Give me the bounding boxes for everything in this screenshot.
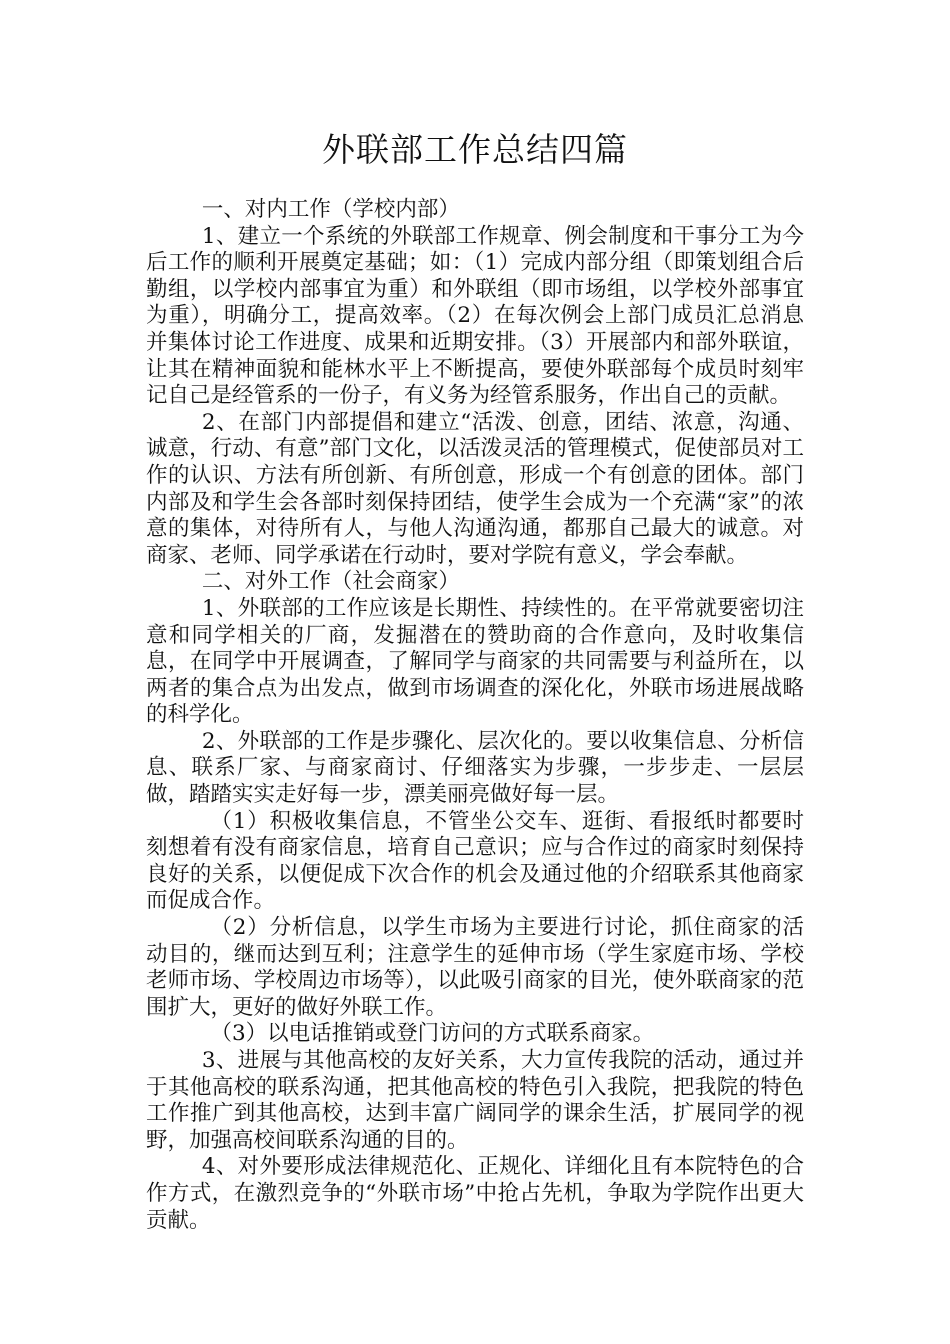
section-heading-external: 二、对外工作（社会商家） [201,569,460,595]
paragraph-external-4: 4、对外要形成法律规范化、正规化、详细化且有本院特色的合作方式，在激烈竞争的“外联市场”中抢占先机，争取为学院作出更大贡献。 [146,1154,804,1233]
paragraph-external-2-item-2: （2）分析信息，以学生市场为主要进行讨论，抓住商家的活动目的，继而达到互利；注意学生的延伸市场（学生家庭市场、学校老师市场、学校周边市场等），以此吸引商家的目光，使外联商家的范围扩大，更好的做好外联工作。 [146,915,804,1020]
section-heading-internal: 一、对内工作（学校内部） [201,197,460,222]
document-body [146,197,804,1234]
paragraph-external-2-item-3: （3）以电话推销或登门访问的方式联系商家。 [210,1021,655,1047]
document-title: 外联部工作总结四篇 [322,130,628,169]
paragraph-external-2: 2、外联部的工作是步骤化、层次化的。要以收集信息、分析信息、联系厂家、与商家商讨、仔细落实为步骤，一步步走、一层层做，踏踏实实走好每一步，漂美丽亮做好每一层。 [146,728,804,808]
paragraph-external-1: 1、外联部的工作应该是长期性、持续性的。在平常就要密切注意和同学相关的厂商，发掘潜在的赞助商的合作意向，及时收集信息，在同学中开展调查，了解同学与商家的共同需要与利益所在，以两者的集合点为出发点，做到市场调查的深化化，外联市场进展战略的科学化。 [146,595,804,728]
paragraph-internal-2: 2、在部门内部提倡和建立“活泼、创意，团结、浓意，沟通、诚意，行动、有意”部门文化，以活泼灵活的管理模式，促使部员对工作的认识、方法有所创新、有所创意，形成一个有创意的团体。部门内部及和学生会各部时刻保持团结，使学生会成为一个充满“家”的浓意的集体，对待所有人，与他人沟通沟通，都那自己最大的诚意。对商家、老师、同学承诺在行动时，要对学院有意义，学会奉献。 [146,409,804,568]
paragraph-external-3: 3、进展与其他高校的友好关系，大力宣传我院的活动，通过并于其他高校的联系沟通，把其他高校的特色引入我院，把我院的特色工作推广到其他高校，达到丰富广阔同学的课余生活，扩展同学的视野，加强高校间联系沟通的目的。 [146,1048,804,1153]
paragraph-external-2-item-1: （1）积极收集信息，不管坐公交车、逛街、看报纸时都要时刻想着有没有商家信息，培育自己意识；应与合作过的商家时刻保持良好的关系，以便促成下次合作的机会及通过他的介绍联系其他商家而促成合作。 [146,808,804,914]
paragraph-internal-1: 1、建立一个系统的外联部工作规章、例会制度和干事分工为今后工作的顺利开展奠定基础；如：（1）完成内部分组（即策划组合后勤组，以学校内部事宜为重）和外联组（即市场组，以学校外部事宜为重），明确分工，提高效率。（2）在每次例会上部门成员汇总消息并集体讨论工作进度、成果和近期安排。（3）开展部内和部外联谊，让其在精神面貌和能林水平上不断提高，要使外联部每个成员时刻牢记自己是经管系的一份子，有义务为经管系服务，作出自己的贡献。 [146,223,804,409]
